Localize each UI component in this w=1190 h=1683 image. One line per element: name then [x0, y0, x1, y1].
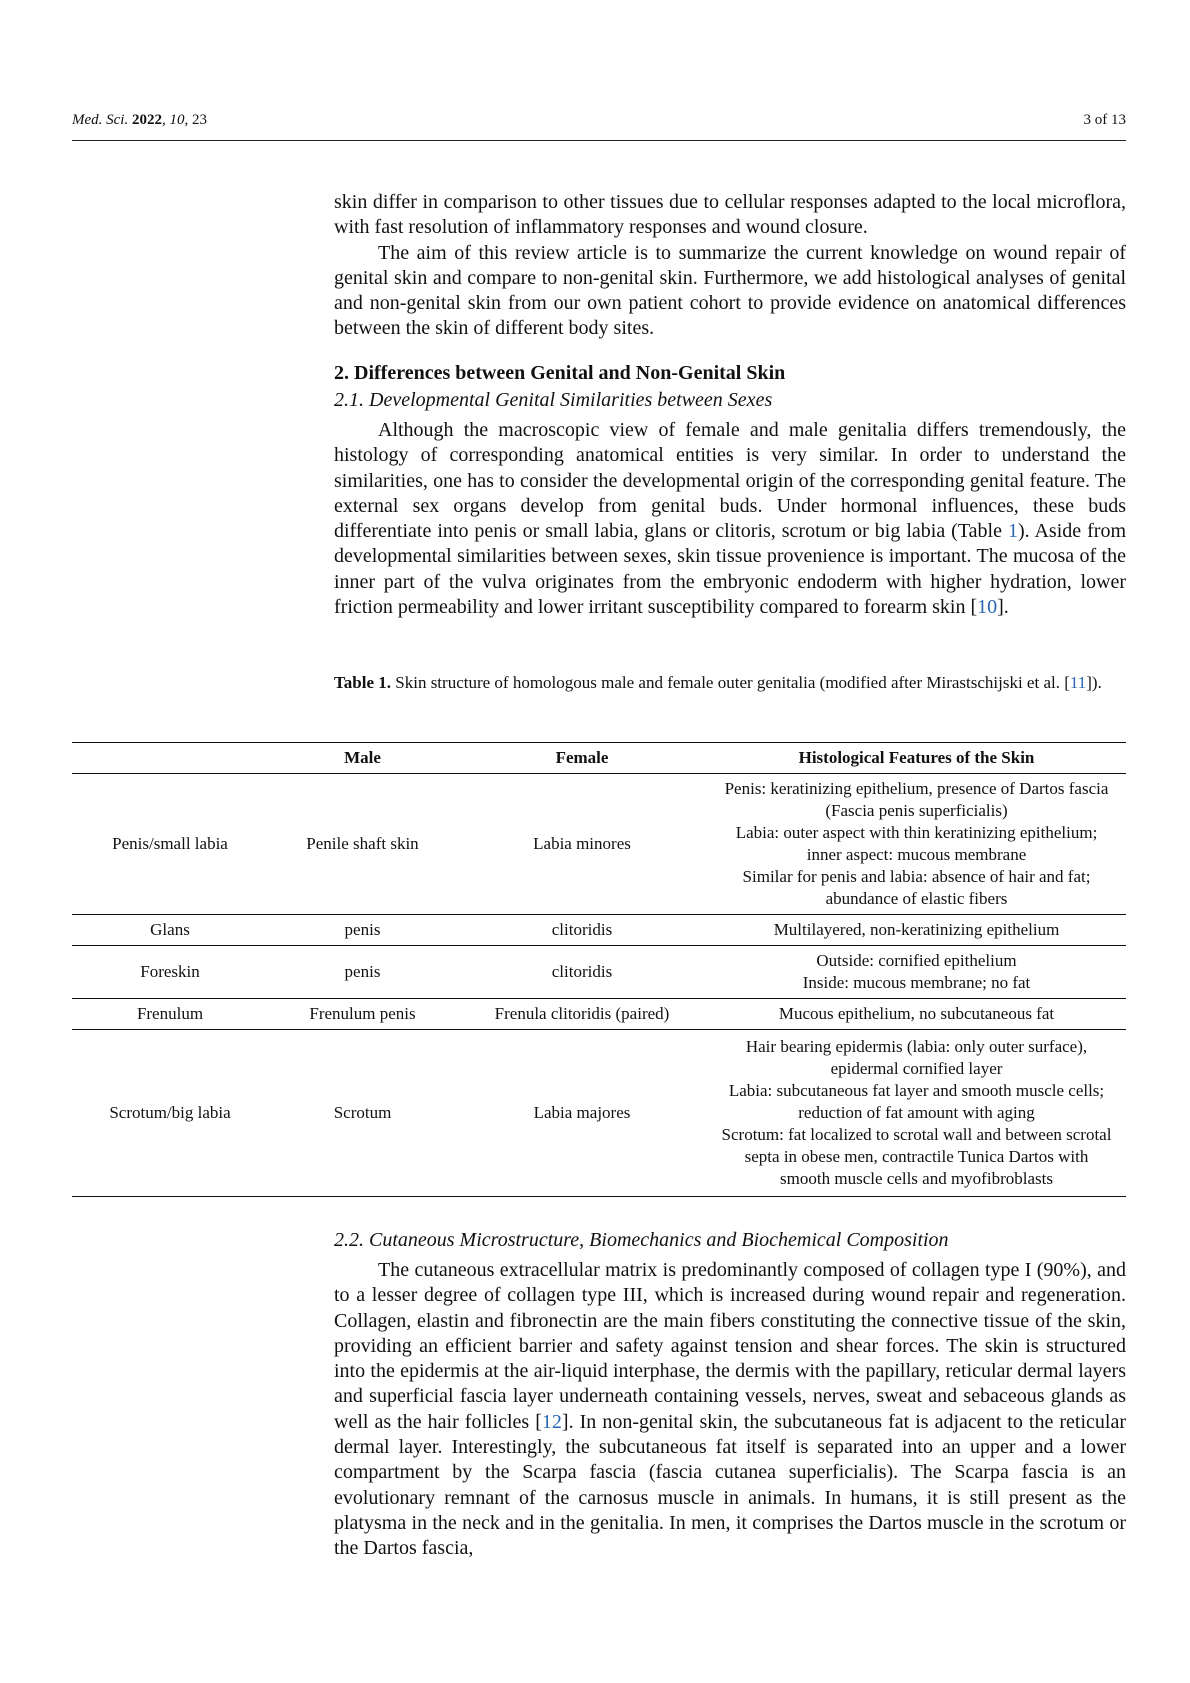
cell-features [707, 915, 1126, 946]
cell-female: clitoridis [457, 946, 707, 999]
cell-features [707, 999, 1126, 1030]
text-run: ). Aside from developmental similarities between sexes, skin tissue provenience is important. The mucosa of the inner part of the vulva originates from the embryonic endoderm with higher hydration, lower friction permeability and lower irritant susceptibility compared to forearm skin [ [334, 520, 1126, 619]
column-header: Male [268, 743, 457, 774]
feature-line: Similar for penis and labia: absence of hair and fat; abundance of elastic fibers [742, 867, 1091, 908]
table-row [72, 915, 1126, 946]
cell-male: Penile shaft skin [268, 774, 457, 915]
journal-volume: 10 [169, 112, 185, 128]
table [72, 743, 1126, 1196]
text-run: ]. [997, 596, 1009, 619]
table-row [72, 774, 1126, 915]
text-run: The cutaneous extracellular matrix is predominantly composed of collagen type I (90%), and to a lesser degree of collagen type III, which is increased during wound repair and regeneration. Collagen, elastin and fibronectin are the main fibers constituting the connective tissue of the skin, providing an efficient barrier and safety against tension and shear forces. The skin is structured into the epidermis at the air-liquid interphase, the dermis with the papillary, reticular dermal layers and superficial fascia layer underneath containing vessels, nerves, sweat and sebaceous glands as well as the hair follicles [ [334, 1259, 1126, 1433]
cell-features [707, 774, 1126, 915]
subsection-heading-2-1: 2.1. Developmental Genital Similarities between Sexes [334, 389, 773, 411]
intro-block [334, 190, 1126, 342]
cell-male: penis [268, 946, 457, 999]
table-reference-link[interactable]: 1 [1007, 520, 1018, 543]
citation-link[interactable]: 10 [977, 596, 998, 619]
column-header: Histological Features of the Skin [707, 743, 1126, 774]
intro-paragraph-2: The aim of this review article is to summarize the current knowledge on wound repair of genital skin and compare to non-genital skin. Furthermore, we add histological analyses of genital and non-genital skin from our own patient cohort to provide evidence on anatomical differences between the skin of different body sites. [334, 241, 1126, 340]
journal-article: 23 [191, 112, 207, 128]
table-row [72, 1030, 1126, 1196]
feature-line: Hair bearing epidermis (labia: only outer surface), epidermal cornified layer [745, 1036, 1088, 1078]
cell-female: Frenula clitoridis (paired) [457, 999, 707, 1030]
feature-line: Multilayered, non-keratinizing epithelium [773, 920, 1060, 939]
table-1 [72, 742, 1126, 1197]
section-heading: 2. Differences between Genital and Non-Genital Skin [334, 362, 786, 384]
table-label: Table 1. [334, 673, 392, 692]
intro-paragraph-1: skin differ in comparison to other tissues due to cellular responses adapted to the local microflora, with fast resolution of inflammatory responses and wound closure. [334, 191, 1126, 239]
journal-citation: Med. Sci. 2022, 10, 23 [72, 112, 207, 128]
cell-entity: Foreskin [72, 946, 268, 999]
cell-female: Labia minores [457, 774, 707, 915]
table-row [72, 946, 1126, 999]
cell-features [707, 1030, 1126, 1196]
caption-run: Skin structure of homologous male and female outer genitalia (modified after Mirastschijski et al. [ [391, 673, 1070, 692]
table-header-row [72, 743, 1126, 774]
feature-line: Mucous epithelium, no subcutaneous fat [778, 1004, 1055, 1023]
feature-line: Labia: outer aspect with thin keratinizing epithelium; inner aspect: mucous membrane [735, 823, 1098, 864]
feature-line: Scrotum: fat localized to scrotal wall and between scrotal septa in obese men, contractile Tunica Dartos with smooth muscle cells and myofibroblasts [721, 1124, 1112, 1188]
cell-features [707, 946, 1126, 999]
feature-line: Labia: subcutaneous fat layer and smooth muscle cells; reduction of fat amount with aging [728, 1080, 1105, 1122]
text-run: Although the macroscopic view of female and male genitalia differs tremendously, the histology of corresponding anatomical entities is very similar. In order to understand the similarities, one has to consider the developmental origin of the corresponding genital feature. The external sex organs develop from genital buds. Under hormonal influences, these buds differentiate into penis or small labia, glans or clitoris, scrotum or big labia (Table [334, 419, 1126, 543]
subsection-heading-2-2: 2.2. Cutaneous Microstructure, Biomechanics and Biochemical Composition [334, 1229, 949, 1251]
text-run: ]. In non-genital skin, the subcutaneous fat is adjacent to the reticular dermal layer. Interestingly, the subcutaneous fat itself is separated into an upper and a lower compartment by the Scarpa fascia (fascia cutanea superficialis). The Scarpa fascia is an evolutionary remnant of the carnosus muscle in animals. In humans, it is still present as the platysma in the neck and in the genitalia. In men, it comprises the Dartos muscle in the scrotum or the Dartos fascia, [334, 1410, 1126, 1560]
cell-male: penis [268, 915, 457, 946]
citation-link[interactable]: 12 [541, 1410, 562, 1433]
journal-abbrev: Med. Sci. [72, 112, 129, 128]
feature-line: Penis: keratinizing epithelium, presence of Dartos fascia (Fascia penis superficialis) [724, 779, 1109, 820]
section-2-2 [334, 1226, 1126, 1562]
citation-link[interactable]: 11 [1069, 673, 1087, 692]
running-header [72, 110, 1126, 141]
cell-female: Labia majores [533, 1102, 631, 1122]
cell-female: clitoridis [457, 915, 707, 946]
caption-run: ]). [1086, 673, 1102, 692]
table-caption [334, 670, 1126, 695]
feature-line: Inside: mucous membrane; no fat [802, 973, 1031, 992]
cell-male: Scrotum [333, 1102, 392, 1122]
cell-entity: Scrotum/big labia [109, 1102, 231, 1122]
column-header [72, 743, 268, 774]
section-2-2-paragraph [334, 1258, 1126, 1562]
section-2 [334, 361, 1126, 620]
section-2-1-paragraph [334, 418, 1126, 620]
column-header: Female [457, 743, 707, 774]
cell-male: Frenulum penis [268, 999, 457, 1030]
table-row [72, 999, 1126, 1030]
page-number: 3 of 13 [1083, 112, 1126, 128]
cell-entity: Frenulum [72, 999, 268, 1030]
feature-line: Outside: cornified epithelium [816, 951, 1017, 970]
cell-entity: Glans [72, 915, 268, 946]
journal-year: 2022 [131, 112, 162, 128]
caption-text [334, 670, 1126, 695]
cell-entity: Penis/small labia [72, 774, 268, 915]
